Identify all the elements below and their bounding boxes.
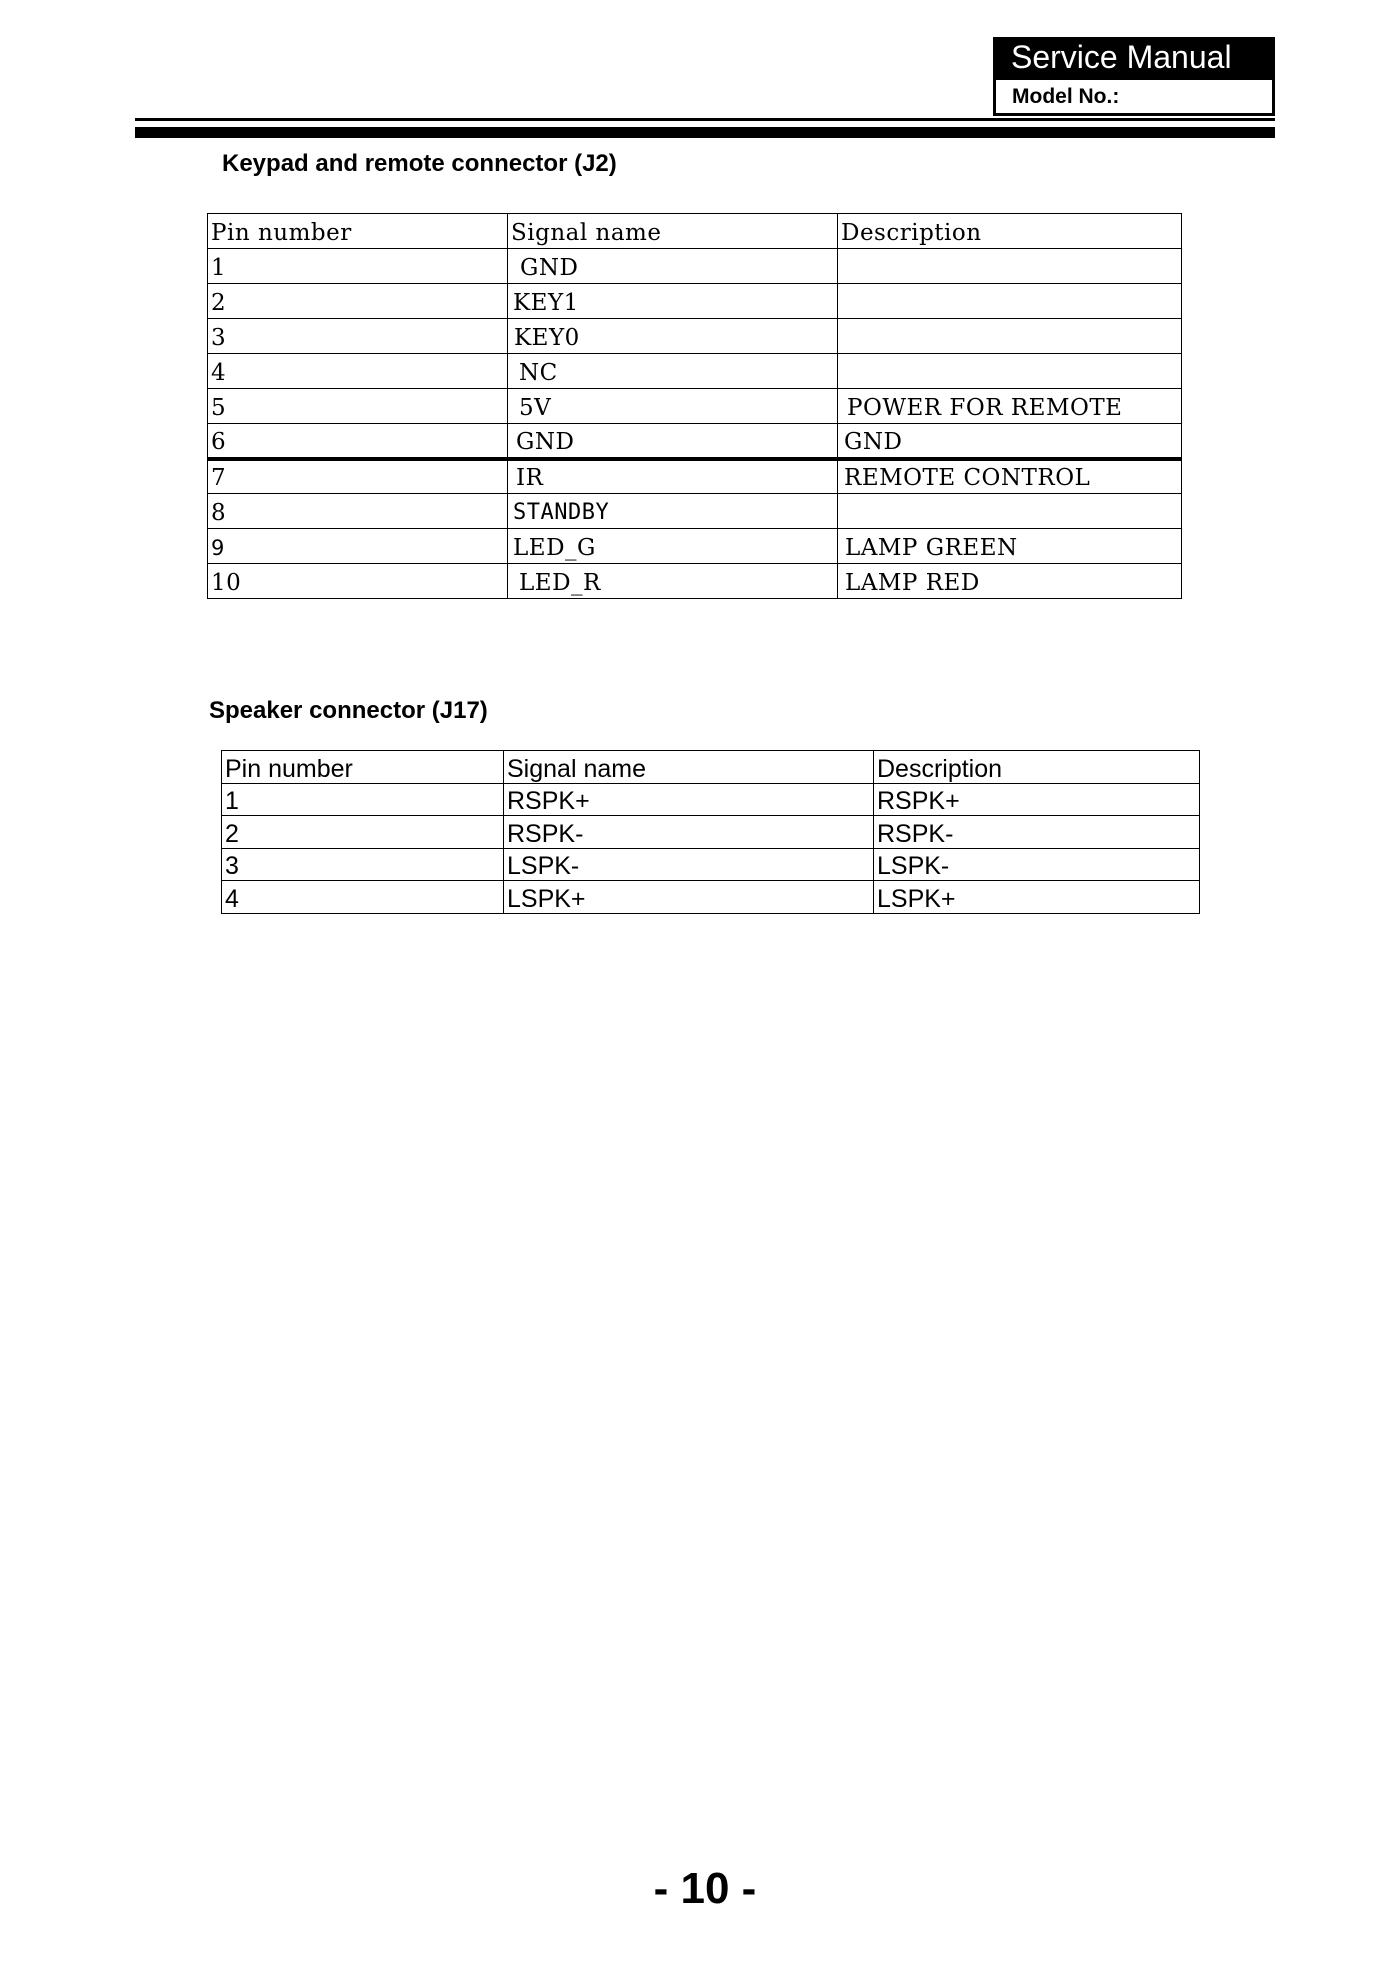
description-cell: [838, 354, 1182, 389]
table-row: [208, 494, 1182, 529]
signal-cell: IR: [508, 459, 838, 494]
signal-cell: KEY1: [508, 284, 838, 319]
signal-cell: LSPK-: [504, 848, 874, 881]
pin-cell: 7: [208, 459, 508, 494]
description-cell: [838, 319, 1182, 354]
column-header: Pin number: [222, 751, 504, 784]
service-manual-title: Service Manual: [993, 37, 1275, 77]
table-row: [222, 881, 1200, 914]
description-cell: LAMP GREEN: [838, 529, 1182, 564]
description-cell: REMOTE CONTROL: [838, 459, 1182, 494]
table-row: [208, 529, 1182, 564]
table-row: [208, 319, 1182, 354]
description-cell: LSPK+: [874, 881, 1200, 914]
keypad-connector-table: [207, 213, 1182, 599]
signal-cell: STANDBY: [508, 494, 838, 529]
signal-cell: LED_G: [508, 529, 838, 564]
description-cell: RSPK-: [874, 816, 1200, 849]
table-header-row: [222, 751, 1200, 784]
signal-cell: KEY0: [508, 319, 838, 354]
pin-cell: 9: [208, 529, 508, 564]
table-row: [222, 848, 1200, 881]
table-row: [208, 249, 1182, 284]
pin-cell: 1: [222, 783, 504, 816]
description-cell: RSPK+: [874, 783, 1200, 816]
keypad-section-title: Keypad and remote connector (J2): [222, 150, 617, 177]
signal-cell: 5V: [508, 389, 838, 424]
pin-cell: 4: [208, 354, 508, 389]
table-header-row: [208, 214, 1182, 249]
description-cell: LSPK-: [874, 848, 1200, 881]
column-header: Signal name: [508, 214, 838, 249]
pin-cell: 6: [208, 424, 508, 459]
table-row: [208, 354, 1182, 389]
pin-cell: 10: [208, 564, 508, 599]
signal-cell: LED_R: [508, 564, 838, 599]
description-cell: [838, 249, 1182, 284]
signal-cell: NC: [508, 354, 838, 389]
pin-cell: 2: [222, 816, 504, 849]
description-cell: POWER FOR REMOTE: [838, 389, 1182, 424]
column-header: Description: [838, 214, 1182, 249]
model-number-label: Model No.:: [993, 77, 1275, 116]
column-header: Pin number: [208, 214, 508, 249]
pin-cell: 3: [208, 319, 508, 354]
signal-cell: GND: [508, 249, 838, 284]
table-row: [208, 459, 1182, 494]
table-row: [208, 424, 1182, 459]
description-cell: GND: [838, 424, 1182, 459]
table-row: [222, 783, 1200, 816]
pin-cell: 8: [208, 494, 508, 529]
speaker-section-title: Speaker connector (J17): [209, 697, 488, 724]
description-cell: [838, 284, 1182, 319]
table-row: [208, 564, 1182, 599]
signal-cell: RSPK-: [504, 816, 874, 849]
column-header: Description: [874, 751, 1200, 784]
pin-cell: 4: [222, 881, 504, 914]
pin-cell: 5: [208, 389, 508, 424]
table-row: [208, 389, 1182, 424]
page-number: - 10 -: [653, 1864, 757, 1913]
header-rule-thick: [135, 127, 1275, 138]
description-cell: [838, 494, 1182, 529]
description-cell: LAMP RED: [838, 564, 1182, 599]
column-header: Signal name: [504, 751, 874, 784]
pin-cell: 1: [208, 249, 508, 284]
header-rule-thin: [135, 118, 1275, 121]
speaker-connector-table: [221, 750, 1200, 914]
signal-cell: RSPK+: [504, 783, 874, 816]
table-row: [222, 816, 1200, 849]
table-row: [208, 284, 1182, 319]
pin-cell: 3: [222, 848, 504, 881]
pin-cell: 2: [208, 284, 508, 319]
signal-cell: LSPK+: [504, 881, 874, 914]
signal-cell: GND: [508, 424, 838, 459]
